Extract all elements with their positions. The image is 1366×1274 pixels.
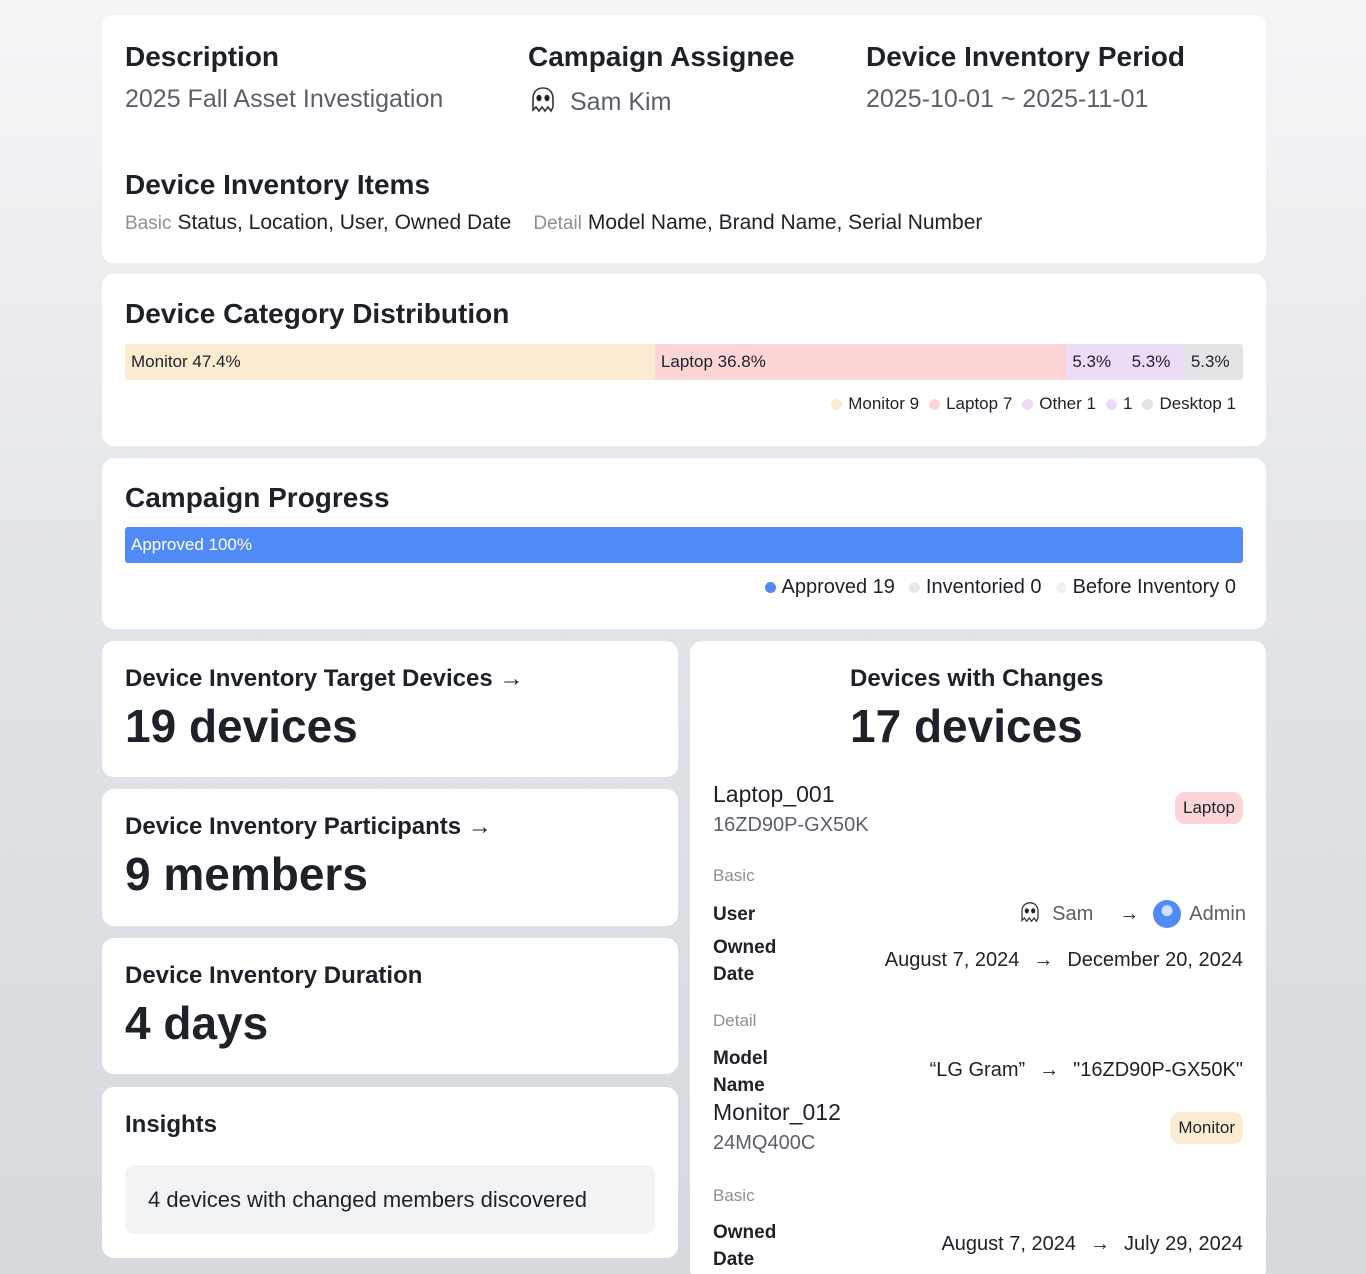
distribution-segment [1126, 344, 1185, 380]
description-title: Description [125, 41, 280, 72]
admin-avatar-icon [1153, 900, 1181, 928]
legend-label: Laptop 7 [946, 394, 1013, 413]
ghost-avatar-icon [528, 85, 558, 119]
distribution-segment-label: Laptop 36.8% [660, 352, 766, 371]
period-title: Device Inventory Period [866, 41, 1186, 72]
legend-item [1106, 394, 1132, 414]
legend-dot-icon [929, 399, 940, 410]
legend-label: Before Inventory 0 [1072, 576, 1236, 598]
distribution-segment-label: 5.3% [1072, 352, 1112, 371]
owned-date-change [885, 949, 1243, 972]
field-label-line: Owned [713, 1222, 777, 1243]
section-basic-label: Basic [713, 866, 755, 885]
duration-value: 4 days [125, 997, 269, 1049]
owned-to: December 20, 2024 [1067, 949, 1243, 971]
distribution-card [102, 274, 1266, 446]
device-serial: 16ZD90P-GX50K [713, 814, 869, 836]
device-item[interactable] [713, 781, 869, 837]
items-basic-value: Status, Location, User, Owned Date [177, 211, 512, 234]
device-name[interactable]: Monitor_012 [713, 1099, 841, 1125]
progress-legend [765, 576, 1237, 599]
changes-card [690, 641, 1266, 1274]
insight-message: 4 devices with changed members discovered [125, 1165, 655, 1234]
target-devices-value: 19 devices [125, 700, 358, 752]
device-item[interactable] [713, 1099, 841, 1155]
changes-title: Devices with Changes [850, 665, 1104, 692]
insights-title: Insights [125, 1111, 218, 1138]
arrow-right-icon: → [1119, 902, 1140, 925]
progress-title: Campaign Progress [125, 482, 390, 513]
field-label-owned-date [713, 1219, 776, 1273]
target-devices-label[interactable]: Device Inventory Target Devices → [125, 665, 524, 692]
field-label-line: Owned [713, 937, 777, 958]
owned-to: July 29, 2024 [1124, 1233, 1243, 1255]
model-from: “LG Gram” [929, 1059, 1026, 1081]
owned-date-change [941, 1233, 1243, 1256]
field-label-user: User [713, 904, 756, 925]
owned-from: August 7, 2024 [884, 949, 1020, 971]
field-label-line: Name [713, 1075, 765, 1096]
legend-dot-icon [1022, 399, 1033, 410]
owned-from: August 7, 2024 [941, 1233, 1077, 1255]
items-detail-value: Model Name, Brand Name, Serial Number [587, 211, 983, 234]
distribution-segment [1185, 344, 1243, 380]
items-title: Device Inventory Items [125, 169, 431, 200]
distribution-title: Device Category Distribution [125, 298, 510, 329]
section-basic-label: Basic [713, 1186, 755, 1205]
description-section [125, 41, 443, 114]
participants-label[interactable]: Device Inventory Participants → [125, 813, 492, 840]
legend-item [909, 576, 1042, 599]
distribution-bar [125, 344, 1243, 380]
legend-label: 1 [1122, 394, 1133, 413]
legend-item [831, 394, 919, 414]
field-label-line: Date [713, 964, 755, 985]
device-name[interactable]: Laptop_001 [713, 781, 835, 807]
legend-dot-icon [1106, 399, 1117, 410]
user-to: Admin [1189, 902, 1246, 925]
ghost-avatar-icon [1018, 900, 1042, 928]
model-to: "16ZD90P-GX50K" [1073, 1059, 1243, 1081]
legend-label: Other 1 [1039, 394, 1096, 413]
field-label-line: Model [713, 1048, 768, 1069]
legend-label: Approved 19 [781, 576, 895, 598]
distribution-segment [655, 344, 1066, 380]
participants-card[interactable] [102, 789, 678, 926]
model-name-change [930, 1059, 1243, 1082]
legend-dot-icon [1056, 582, 1067, 593]
description-value: 2025 Fall Asset Investigation [125, 85, 444, 113]
assignee-section [528, 41, 795, 119]
legend-label: Monitor 9 [848, 394, 920, 413]
progress-fill-approved [125, 527, 1243, 563]
legend-item [1022, 394, 1096, 414]
field-label-owned-date [713, 934, 776, 988]
progress-bar-label: Approved 100% [131, 535, 252, 554]
distribution-segment [1066, 344, 1125, 380]
assignee-name: Sam Kim [570, 87, 672, 116]
legend-item [765, 576, 895, 599]
field-label-model-name [713, 1045, 768, 1099]
legend-label: Inventoried 0 [925, 576, 1042, 598]
distribution-segment [125, 344, 655, 380]
legend-dot-icon [831, 399, 842, 410]
legend-item [929, 394, 1012, 414]
distribution-segment-label: 5.3% [1131, 352, 1171, 371]
user-change [1018, 900, 1246, 928]
distribution-segment-label: Monitor 47.4% [131, 352, 241, 371]
user-from: Sam [1052, 902, 1094, 925]
items-basic-tag: Basic [125, 213, 172, 234]
duration-card [102, 938, 678, 1074]
arrow-right-icon: → [1039, 1059, 1060, 1081]
duration-label: Device Inventory Duration [125, 962, 423, 989]
insights-card [102, 1087, 678, 1258]
legend-item [1056, 576, 1236, 599]
progress-card [102, 458, 1266, 629]
progress-bar [125, 527, 1243, 563]
legend-dot-icon [765, 582, 776, 593]
legend-item [1142, 394, 1236, 414]
category-badge: Laptop [1175, 792, 1243, 824]
field-label-line: Date [713, 1249, 755, 1270]
period-value: 2025-10-01 ~ 2025-11-01 [866, 85, 1149, 113]
legend-dot-icon [1142, 399, 1153, 410]
legend-label: Desktop 1 [1159, 394, 1236, 413]
inventory-items [125, 211, 982, 235]
items-detail-tag: Detail [533, 213, 582, 234]
device-serial: 24MQ400C [713, 1132, 816, 1154]
participants-value: 9 members [125, 848, 368, 900]
arrow-right-icon: → [1033, 949, 1054, 971]
distribution-legend [831, 394, 1236, 414]
assignee-title: Campaign Assignee [528, 41, 795, 72]
changes-count: 17 devices [850, 700, 1083, 752]
category-badge: Monitor [1170, 1112, 1243, 1144]
section-detail-label: Detail [713, 1011, 757, 1030]
arrow-right-icon: → [1090, 1233, 1111, 1255]
target-devices-card[interactable] [102, 641, 678, 777]
overview-card [102, 15, 1266, 263]
period-section [866, 41, 1185, 114]
distribution-segment-label: 5.3% [1190, 352, 1230, 371]
legend-dot-icon [909, 582, 920, 593]
